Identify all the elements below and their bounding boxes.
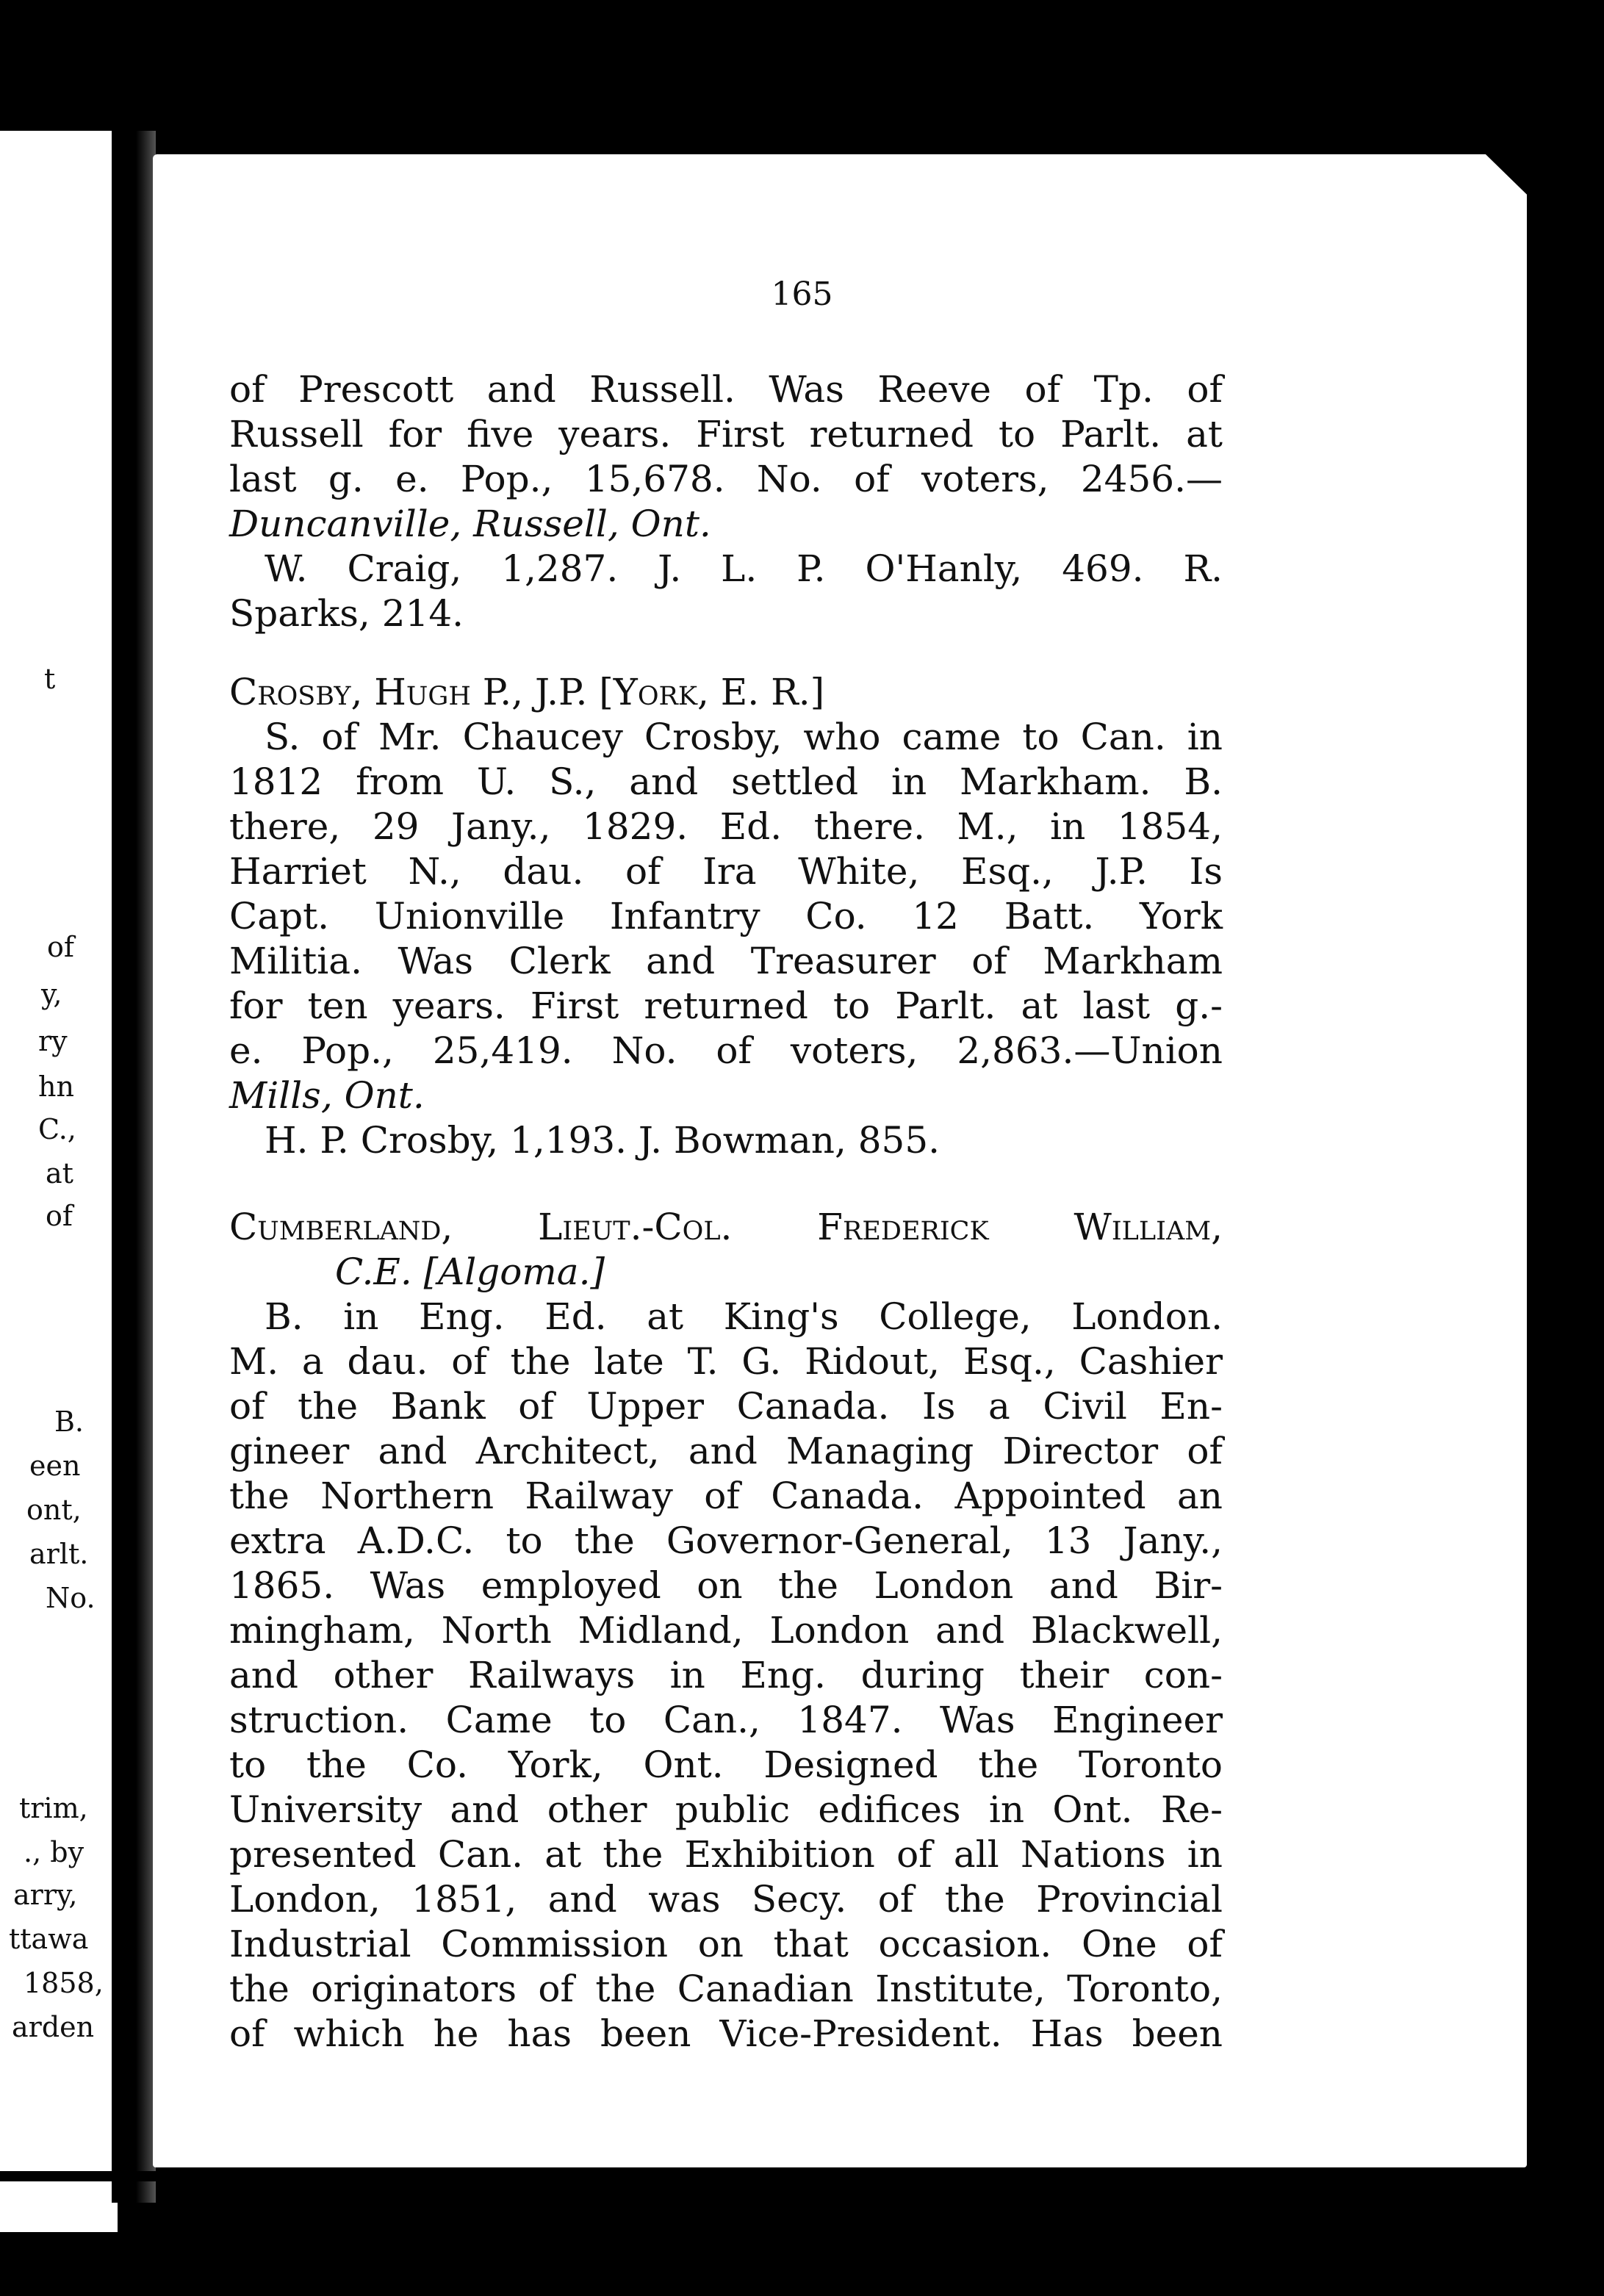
margin-fragment: y, xyxy=(41,978,62,1010)
margin-fragment: ry xyxy=(38,1025,68,1057)
entry-continuation xyxy=(229,367,1223,636)
text-line: W. Craig, 1,287. J. L. P. O'Hanly, 469. R. xyxy=(265,547,1223,590)
margin-fragment: No. xyxy=(46,1582,96,1614)
entry-heading xyxy=(229,670,1223,715)
text-line: 1812 from U. S., and settled in Markham. B. xyxy=(229,760,1223,803)
text-line: last g. e. Pop., 15,678. No. of voters, 2456.— xyxy=(229,458,1223,500)
margin-fragment: trim, xyxy=(19,1792,88,1824)
text-line: of Prescott and Russell. Was Reeve of Tp. of xyxy=(229,368,1223,411)
page-bottom-edge xyxy=(0,2171,1604,2181)
text-line: Duncanville, Russell, Ont. xyxy=(229,503,711,545)
margin-fragment: t xyxy=(44,663,56,695)
entry-heading: Cumberland, Lieut.-Col. Frederick William, xyxy=(229,1206,1223,1248)
text-line: H. P. Crosby, 1,193. J. Bowman, 855. xyxy=(265,1119,941,1162)
page-number: 165 xyxy=(771,276,833,313)
margin-fragment: ttawa xyxy=(9,1923,89,1955)
margin-fragment: at xyxy=(46,1157,73,1190)
margin-fragment: arry, xyxy=(13,1879,78,1911)
text-line: of which he has been Vice-President. Has been xyxy=(229,2012,1223,2055)
entry-cumberland xyxy=(229,1205,1223,2056)
text-line: B. in Eng. Ed. at King's College, London. xyxy=(265,1295,1223,1338)
text-line: Sparks, 214. xyxy=(229,592,464,635)
text-line: S. of Mr. Chaucey Crosby, who came to Can. in xyxy=(265,716,1223,758)
text-line: Russell for five years. First returned to Parlt. at xyxy=(229,413,1223,456)
margin-fragment: hn xyxy=(38,1070,74,1103)
margin-fragment: B. xyxy=(54,1406,84,1438)
text-line: 1865. Was employed on the London and Bir- xyxy=(229,1564,1223,1607)
margin-fragment: C., xyxy=(38,1113,76,1145)
text-line: there, 29 Jany., 1829. Ed. there. M., in 1854, xyxy=(229,805,1223,848)
text-line: Capt. Unionville Infantry Co. 12 Batt. York xyxy=(229,895,1223,938)
text-line: Industrial Commission on that occasion. One of xyxy=(229,1923,1223,1965)
margin-fragment: of xyxy=(47,931,74,963)
text-line: for ten years. First returned to Parlt. at last g.- xyxy=(229,985,1223,1027)
margin-fragment: 1858, xyxy=(24,1967,104,1999)
margin-fragment: ., by xyxy=(24,1836,84,1868)
margin-fragment: arlt. xyxy=(29,1538,89,1570)
text-line: University and other public edifices in Ont. Re- xyxy=(229,1788,1223,1831)
text-line: to the Co. York, Ont. Designed the Toronto xyxy=(229,1743,1223,1786)
text-line: gineer and Architect, and Managing Director of xyxy=(229,1430,1223,1472)
entry-crosby xyxy=(229,670,1223,1163)
text-line: presented Can. at the Exhibition of all Nations in xyxy=(229,1833,1223,1876)
entry-heading-text: Crosby, Hugh P., J.P. [York, E. R.] xyxy=(229,671,825,713)
text-line: extra A.D.C. to the Governor-General, 13 Jany., xyxy=(229,1519,1223,1562)
text-line: mingham, North Midland, London and Blackwell, xyxy=(229,1609,1223,1652)
text-line: Militia. Was Clerk and Treasurer of Markham xyxy=(229,940,1223,982)
margin-fragment: ont, xyxy=(26,1494,82,1526)
text-line: and other Railways in Eng. during their con- xyxy=(229,1654,1223,1696)
text-line: Mills, Ont. xyxy=(229,1074,425,1117)
text-line: Harriet N., dau. of Ira White, Esq., J.P. Is xyxy=(229,850,1223,893)
margin-fragment: arden xyxy=(12,2011,95,2043)
book-gutter xyxy=(112,131,156,2203)
text-line: struction. Came to Can., 1847. Was Engineer xyxy=(229,1699,1223,1741)
text-line: e. Pop., 25,419. No. of voters, 2,863.—Union xyxy=(229,1029,1223,1072)
margin-fragment: of xyxy=(46,1200,73,1232)
entry-heading-continued: C.E. [Algoma.] xyxy=(335,1250,605,1293)
text-line: of the Bank of Upper Canada. Is a Civil En- xyxy=(229,1385,1223,1428)
text-line: the Northern Railway of Canada. Appointed an xyxy=(229,1475,1223,1517)
text-line: London, 1851, and was Secy. of the Provincial xyxy=(229,1878,1223,1921)
text-line: M. a dau. of the late T. G. Ridout, Esq., Cashier xyxy=(229,1340,1223,1383)
margin-fragment: een xyxy=(29,1450,81,1482)
text-line: the originators of the Canadian Institute, Toronto, xyxy=(229,1968,1223,2010)
